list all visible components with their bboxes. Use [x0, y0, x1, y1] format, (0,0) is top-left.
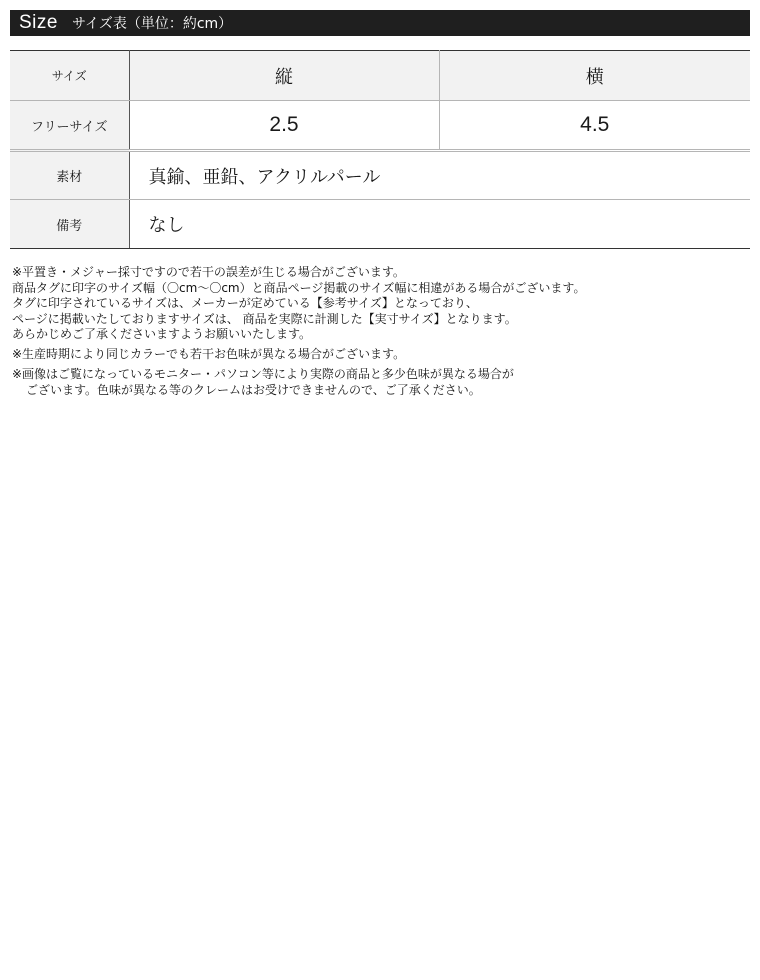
- remarks-row: [10, 200, 750, 249]
- note-production-color: ※生産時期により同じカラーでも若干お色味が異なる場合がございます。: [12, 346, 406, 361]
- header-label-size: サイズ: [10, 51, 129, 101]
- material-value: 真鍮、亜鉛、アクリルパール: [129, 151, 750, 200]
- note-tag-size-line: あらかじめご了承くださいますようお願いいたします。: [12, 327, 312, 341]
- note-image-color-line: ※画像はご覧になっているモニター・パソコン等により実際の商品と多少色味が異なる場合が: [12, 367, 514, 381]
- column-header-length: 縦: [129, 51, 439, 101]
- remarks-value: なし: [129, 200, 750, 249]
- table-header-row: [10, 51, 750, 101]
- length-value: 2.5: [129, 101, 439, 151]
- width-value: 4.5: [439, 101, 750, 151]
- table-row: [10, 101, 750, 151]
- note-tag-size-line: タグに印字されているサイズは、メーカーが定めている【参考サイズ】となっており、: [12, 296, 478, 310]
- note-tag-size-line: ページに掲載いたしておりますサイズは、 商品を実際に計測した【実寸サイズ】となります。: [12, 311, 517, 326]
- size-row-label: フリーサイズ: [10, 101, 129, 151]
- remarks-label: 備考: [10, 200, 129, 249]
- column-header-width: 横: [439, 51, 750, 101]
- note-image-color-line: ございます。色味が異なる等のクレームはお受けできませんので、ご了承ください。: [26, 382, 481, 397]
- size-table-subtitle: サイズ表（単位：約cm）: [71, 16, 233, 32]
- size-table: [10, 50, 750, 249]
- note-tag-size-line: 商品タグに印字のサイズ幅（〇cm〜〇cm）と商品ページ掲載のサイズ幅に相違がある場合がございます。: [12, 280, 586, 295]
- material-row: [10, 151, 750, 200]
- material-label: 素材: [10, 151, 129, 200]
- size-title: Size: [19, 12, 58, 33]
- note-measurement: ※平置き・メジャー採寸ですので若干の誤差が生じる場合がございます。: [12, 265, 405, 279]
- notes-section: [12, 265, 748, 398]
- size-header-bar: [10, 10, 750, 36]
